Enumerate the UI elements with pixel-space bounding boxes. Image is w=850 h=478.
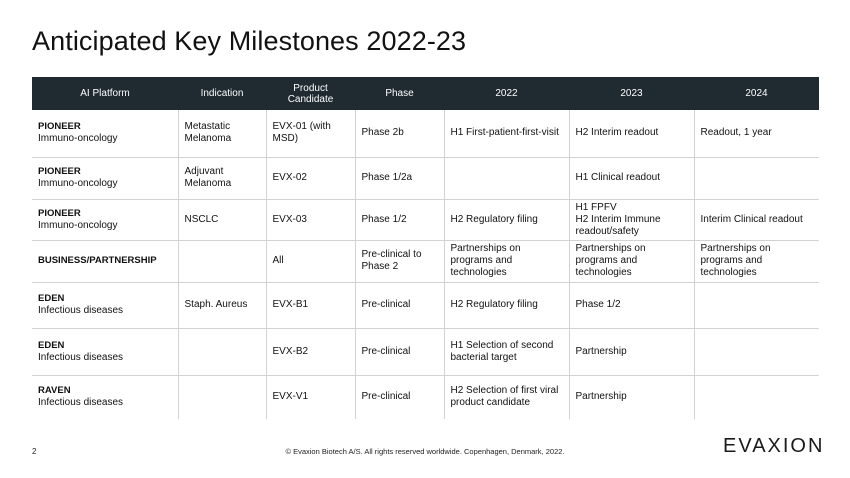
platform-cell <box>32 110 178 157</box>
indication-cell: Staph. Aureus <box>178 282 266 328</box>
milestone-2024-cell <box>694 157 819 199</box>
milestone-2024-cell: Interim Clinical readout <box>694 199 819 240</box>
milestone-2022-cell: H2 Regulatory filing <box>444 282 569 328</box>
product-candidate-cell: EVX-V1 <box>266 375 355 419</box>
platform-cell <box>32 240 178 282</box>
milestone-2023-cell: H2 Interim readout <box>569 110 694 157</box>
product-candidate-cell: EVX-01 (with MSD) <box>266 110 355 157</box>
table-row <box>32 375 819 419</box>
table-row <box>32 157 819 199</box>
platform-name: PIONEER <box>38 121 81 133</box>
platform-area: Infectious diseases <box>38 305 124 316</box>
indication-cell: Adjuvant Melanoma <box>178 157 266 199</box>
product-candidate-cell: All <box>266 240 355 282</box>
platform-name: PIONEER <box>38 166 81 177</box>
milestone-2023-cell: H1 Clinical readout <box>569 157 694 199</box>
milestone-2023-cell: H1 FPFV H2 Interim Immune readout/safety <box>569 199 694 240</box>
milestone-2022-cell: H1 First-patient-first-visit <box>444 110 569 157</box>
indication-cell: Metastatic Melanoma <box>178 110 266 157</box>
page-number: 2 <box>32 447 37 456</box>
milestone-2024-cell <box>694 328 819 375</box>
phase-cell: Pre-clinical <box>355 375 444 419</box>
platform-name: RAVEN <box>38 385 71 397</box>
product-candidate-cell: EVX-B1 <box>266 282 355 328</box>
table-row <box>32 282 819 328</box>
table-row <box>32 328 819 375</box>
indication-cell <box>178 375 266 419</box>
milestone-2024-cell: Readout, 1 year <box>694 110 819 157</box>
header-indication: Indication <box>178 77 266 110</box>
platform-name: BUSINESS/PARTNERSHIP <box>38 255 157 266</box>
indication-cell <box>178 240 266 282</box>
indication-cell <box>178 328 266 375</box>
platform-area: Immuno-oncology <box>38 219 118 231</box>
product-candidate-cell: EVX-03 <box>266 199 355 240</box>
header-2024: 2024 <box>694 77 819 110</box>
platform-cell <box>32 199 178 240</box>
product-candidate-cell: EVX-B2 <box>266 328 355 375</box>
platform-area: Infectious diseases <box>38 397 124 409</box>
milestone-2022-cell: Partnerships on programs and technologies <box>444 240 569 282</box>
milestone-2023-cell: Partnerships on programs and technologies <box>569 240 694 282</box>
page-title: Anticipated Key Milestones 2022-23 <box>32 26 467 56</box>
platform-name: EDEN <box>38 293 65 304</box>
platform-cell <box>32 328 178 375</box>
milestone-2023-cell: Phase 1/2 <box>569 282 694 328</box>
platform-area: Immuno-oncology <box>38 133 118 145</box>
milestone-2022-cell: H2 Selection of first viral product candidate <box>444 375 569 419</box>
product-candidate-cell: EVX-02 <box>266 157 355 199</box>
platform-name: EDEN <box>38 339 65 351</box>
phase-cell: Pre-clinical <box>355 282 444 328</box>
platform-cell <box>32 157 178 199</box>
milestone-2022-cell <box>444 157 569 199</box>
indication-cell: NSCLC <box>178 199 266 240</box>
evaxion-logo: EVAXION <box>723 435 825 457</box>
platform-area: Immuno-oncology <box>38 178 118 189</box>
phase-cell: Pre-clinical to Phase 2 <box>355 240 444 282</box>
header-2023: 2023 <box>569 77 694 110</box>
milestone-2023-cell: Partnership <box>569 328 694 375</box>
milestone-2024-cell: Partnerships on programs and technologies <box>694 240 819 282</box>
phase-cell: Pre-clinical <box>355 328 444 375</box>
header-product-candidate: Product Candidate <box>266 77 355 110</box>
milestone-2024-cell <box>694 282 819 328</box>
milestones-table <box>32 77 819 419</box>
header-phase: Phase <box>355 77 444 110</box>
milestone-2022-cell: H2 Regulatory filing <box>444 199 569 240</box>
platform-name: PIONEER <box>38 207 81 219</box>
table-row <box>32 240 819 282</box>
phase-cell: Phase 1/2 <box>355 199 444 240</box>
platform-area: Infectious diseases <box>38 351 124 363</box>
table-row <box>32 199 819 240</box>
milestone-2023-cell: Partnership <box>569 375 694 419</box>
platform-cell <box>32 282 178 328</box>
copyright-notice: © Evaxion Biotech A/S. All rights reserved worldwide. Copenhagen, Denmark, 2022. <box>285 447 565 456</box>
header-ai-platform: AI Platform <box>32 77 178 110</box>
table-row <box>32 110 819 157</box>
milestone-2024-cell <box>694 375 819 419</box>
table-header-row <box>32 77 819 110</box>
platform-cell <box>32 375 178 419</box>
milestone-2022-cell: H1 Selection of second bacterial target <box>444 328 569 375</box>
phase-cell: Phase 1/2a <box>355 157 444 199</box>
header-2022: 2022 <box>444 77 569 110</box>
phase-cell: Phase 2b <box>355 110 444 157</box>
